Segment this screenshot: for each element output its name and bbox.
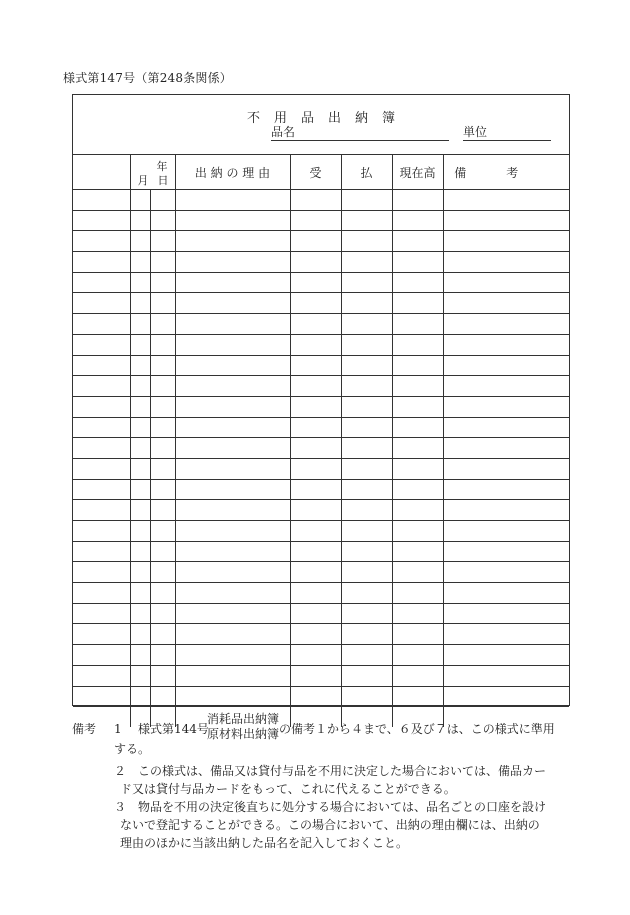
table-row	[73, 417, 569, 438]
cell-day[interactable]	[150, 479, 175, 500]
cell-remarks[interactable]	[443, 417, 569, 438]
note-1-stack-top: 消耗品出納簿	[207, 712, 280, 726]
table-row	[73, 521, 569, 542]
cell-month[interactable]	[130, 562, 150, 583]
cell-remarks[interactable]	[443, 272, 569, 293]
cell-reason[interactable]	[175, 686, 290, 707]
cell-remarks[interactable]	[443, 190, 569, 211]
header-year: 年	[156, 160, 168, 173]
table-row	[73, 665, 569, 686]
cell-blank[interactable]	[73, 500, 130, 521]
cell-paid[interactable]	[341, 438, 392, 459]
cell-remarks[interactable]	[443, 500, 569, 521]
cell-received[interactable]	[290, 438, 341, 459]
note-1-stack-bottom: 原材料出納簿	[207, 727, 280, 741]
table-row	[73, 314, 569, 335]
cell-day[interactable]	[150, 293, 175, 314]
cell-received[interactable]	[290, 334, 341, 355]
cell-day[interactable]	[150, 355, 175, 376]
cell-month[interactable]	[130, 645, 150, 666]
table-row	[73, 190, 569, 211]
cell-blank[interactable]	[73, 521, 130, 542]
note-3-continuation: ないで登記することができる。この場合において、出納の理由欄には、出納の	[120, 818, 540, 832]
cell-day[interactable]	[150, 376, 175, 397]
table-row	[73, 396, 569, 417]
cell-remarks[interactable]	[443, 665, 569, 686]
cell-month[interactable]	[130, 603, 150, 624]
cell-received[interactable]	[290, 645, 341, 666]
cell-remarks[interactable]	[443, 314, 569, 335]
unit-field[interactable]	[463, 125, 551, 141]
cell-reason[interactable]	[175, 376, 290, 397]
cell-blank[interactable]	[73, 314, 130, 335]
cell-remarks[interactable]	[443, 355, 569, 376]
cell-remarks[interactable]	[443, 438, 569, 459]
table-row	[73, 562, 569, 583]
cell-received[interactable]	[290, 396, 341, 417]
table-row	[73, 541, 569, 562]
cell-month[interactable]	[130, 376, 150, 397]
table-row	[73, 334, 569, 355]
cell-remarks[interactable]	[443, 521, 569, 542]
cell-paid[interactable]	[341, 272, 392, 293]
cell-reason[interactable]	[175, 334, 290, 355]
cell-blank[interactable]	[73, 438, 130, 459]
cell-blank[interactable]	[73, 562, 130, 583]
unit-label: 単位	[463, 125, 488, 139]
cell-reason[interactable]	[175, 603, 290, 624]
cell-reason[interactable]	[175, 500, 290, 521]
cell-reason[interactable]	[175, 231, 290, 252]
cell-month[interactable]	[130, 479, 150, 500]
cell-blank[interactable]	[73, 334, 130, 355]
cell-blank[interactable]	[73, 231, 130, 252]
cell-received[interactable]	[290, 293, 341, 314]
cell-blank[interactable]	[73, 190, 130, 211]
table-row	[73, 272, 569, 293]
cell-day[interactable]	[150, 562, 175, 583]
cell-day[interactable]	[150, 417, 175, 438]
cell-received[interactable]	[290, 190, 341, 211]
table-row	[73, 252, 569, 273]
cell-balance[interactable]	[392, 583, 443, 604]
cell-day[interactable]	[150, 272, 175, 293]
note-3-continuation-2: 理由のほかに当該出納した品名を記入しておくこと。	[120, 836, 409, 850]
item-name-label: 品名	[271, 125, 296, 139]
cell-received[interactable]	[290, 541, 341, 562]
note-3: ３ 物品を不用の決定後直ちに処分する場合においては、品名ごとの口座を設け	[114, 800, 547, 814]
cell-blank[interactable]	[73, 665, 130, 686]
cell-received[interactable]	[290, 583, 341, 604]
cell-remarks[interactable]	[443, 645, 569, 666]
note-1-stack	[207, 712, 279, 742]
cell-paid[interactable]	[341, 583, 392, 604]
cell-received[interactable]	[290, 252, 341, 273]
cell-received[interactable]	[290, 458, 341, 479]
cell-reason[interactable]	[175, 541, 290, 562]
cell-balance[interactable]	[392, 252, 443, 273]
note-1-continuation: する。	[114, 742, 151, 756]
cell-month[interactable]	[130, 500, 150, 521]
note-2: ２ この様式は、備品又は貸付与品を不用に決定した場合においては、備品カー	[114, 764, 547, 778]
cell-paid[interactable]	[341, 479, 392, 500]
cell-paid[interactable]	[341, 500, 392, 521]
cell-month[interactable]	[130, 686, 150, 707]
cell-blank[interactable]	[73, 272, 130, 293]
cell-balance[interactable]	[392, 438, 443, 459]
item-name-field[interactable]	[271, 125, 449, 141]
ledger-frame	[72, 94, 570, 706]
header-month: 月	[137, 174, 149, 187]
cell-day[interactable]	[150, 541, 175, 562]
note-1-number: 1	[114, 722, 122, 736]
cell-reason[interactable]	[175, 190, 290, 211]
cell-balance[interactable]	[392, 314, 443, 335]
cell-balance[interactable]	[392, 521, 443, 542]
cell-remarks[interactable]	[443, 231, 569, 252]
cell-month[interactable]	[130, 355, 150, 376]
cell-reason[interactable]	[175, 521, 290, 542]
cell-day[interactable]	[150, 210, 175, 231]
cell-month[interactable]	[130, 190, 150, 211]
cell-remarks[interactable]	[443, 293, 569, 314]
cell-day[interactable]	[150, 624, 175, 645]
header-reason: 出 納 の 理 由	[175, 155, 290, 190]
cell-month[interactable]	[130, 624, 150, 645]
cell-day[interactable]	[150, 500, 175, 521]
cell-received[interactable]	[290, 479, 341, 500]
cell-paid[interactable]	[341, 210, 392, 231]
table-row	[73, 603, 569, 624]
cell-month[interactable]	[130, 417, 150, 438]
cell-paid[interactable]	[341, 252, 392, 273]
cell-month[interactable]	[130, 272, 150, 293]
table-row	[73, 438, 569, 459]
cell-day[interactable]	[150, 314, 175, 335]
cell-blank[interactable]	[73, 541, 130, 562]
cell-received[interactable]	[290, 562, 341, 583]
cell-paid[interactable]	[341, 665, 392, 686]
cell-month[interactable]	[130, 438, 150, 459]
cell-month[interactable]	[130, 541, 150, 562]
cell-day[interactable]	[150, 521, 175, 542]
cell-balance[interactable]	[392, 458, 443, 479]
note-2-continuation: ド又は貸付与品カードをもって、これに代えることができる。	[120, 782, 456, 796]
cell-reason[interactable]	[175, 252, 290, 273]
cell-received[interactable]	[290, 624, 341, 645]
cell-reason[interactable]	[175, 583, 290, 604]
cell-received[interactable]	[290, 603, 341, 624]
cell-blank[interactable]	[73, 417, 130, 438]
cell-paid[interactable]	[341, 190, 392, 211]
cell-blank[interactable]	[73, 624, 130, 645]
cell-balance[interactable]	[392, 272, 443, 293]
table-row	[73, 583, 569, 604]
cell-month[interactable]	[130, 293, 150, 314]
cell-balance[interactable]	[392, 376, 443, 397]
table-row	[73, 376, 569, 397]
cell-day[interactable]	[150, 190, 175, 211]
cell-remarks[interactable]	[443, 479, 569, 500]
cell-reason[interactable]	[175, 624, 290, 645]
cell-month[interactable]	[130, 583, 150, 604]
cell-reason[interactable]	[175, 438, 290, 459]
table-row	[73, 210, 569, 231]
cell-paid[interactable]	[341, 334, 392, 355]
cell-day[interactable]	[150, 458, 175, 479]
cell-received[interactable]	[290, 376, 341, 397]
cell-month[interactable]	[130, 231, 150, 252]
cell-balance[interactable]	[392, 210, 443, 231]
cell-received[interactable]	[290, 521, 341, 542]
cell-paid[interactable]	[341, 376, 392, 397]
cell-paid[interactable]	[341, 624, 392, 645]
cell-balance[interactable]	[392, 231, 443, 252]
cell-remarks[interactable]	[443, 334, 569, 355]
cell-paid[interactable]	[341, 355, 392, 376]
cell-blank[interactable]	[73, 210, 130, 231]
table-row	[73, 686, 569, 707]
cell-day[interactable]	[150, 583, 175, 604]
cell-balance[interactable]	[392, 355, 443, 376]
note-1-prefix: 様式第144号	[138, 722, 209, 736]
table-row	[73, 645, 569, 666]
table-row	[73, 231, 569, 252]
cell-blank[interactable]	[73, 479, 130, 500]
cell-month[interactable]	[130, 458, 150, 479]
cell-blank[interactable]	[73, 686, 130, 707]
cell-received[interactable]	[290, 417, 341, 438]
cell-received[interactable]	[290, 500, 341, 521]
cell-day[interactable]	[150, 252, 175, 273]
cell-balance[interactable]	[392, 562, 443, 583]
table-row	[73, 293, 569, 314]
cell-month[interactable]	[130, 252, 150, 273]
cell-paid[interactable]	[341, 293, 392, 314]
cell-paid[interactable]	[341, 562, 392, 583]
cell-received[interactable]	[290, 355, 341, 376]
cell-blank[interactable]	[73, 252, 130, 273]
cell-received[interactable]	[290, 665, 341, 686]
cell-day[interactable]	[150, 645, 175, 666]
cell-day[interactable]	[150, 686, 175, 707]
cell-paid[interactable]	[341, 417, 392, 438]
cell-remarks[interactable]	[443, 396, 569, 417]
ledger-table	[73, 154, 569, 727]
cell-balance[interactable]	[392, 665, 443, 686]
header-remarks: 備考	[443, 155, 569, 190]
header-date	[130, 155, 175, 190]
cell-paid[interactable]	[341, 521, 392, 542]
table-row	[73, 458, 569, 479]
cell-blank[interactable]	[73, 355, 130, 376]
form-id: 様式第147号（第248条関係）	[63, 71, 233, 85]
cell-balance[interactable]	[392, 190, 443, 211]
header-day: 日	[157, 174, 169, 187]
cell-balance[interactable]	[392, 396, 443, 417]
table-row	[73, 500, 569, 521]
cell-reason[interactable]	[175, 210, 290, 231]
cell-balance[interactable]	[392, 645, 443, 666]
cell-received[interactable]	[290, 314, 341, 335]
cell-paid[interactable]	[341, 686, 392, 707]
cell-blank[interactable]	[73, 376, 130, 397]
notes-label: 備考	[72, 722, 97, 736]
cell-paid[interactable]	[341, 396, 392, 417]
cell-paid[interactable]	[341, 541, 392, 562]
cell-reason[interactable]	[175, 417, 290, 438]
cell-month[interactable]	[130, 210, 150, 231]
cell-day[interactable]	[150, 231, 175, 252]
cell-remarks[interactable]	[443, 458, 569, 479]
cell-received[interactable]	[290, 686, 341, 707]
cell-paid[interactable]	[341, 231, 392, 252]
cell-month[interactable]	[130, 521, 150, 542]
cell-balance[interactable]	[392, 417, 443, 438]
cell-blank[interactable]	[73, 583, 130, 604]
cell-balance[interactable]	[392, 334, 443, 355]
cell-remarks[interactable]	[443, 624, 569, 645]
cell-day[interactable]	[150, 603, 175, 624]
cell-blank[interactable]	[73, 645, 130, 666]
cell-month[interactable]	[130, 314, 150, 335]
cell-balance[interactable]	[392, 624, 443, 645]
cell-remarks[interactable]	[443, 583, 569, 604]
cell-reason[interactable]	[175, 665, 290, 686]
cell-reason[interactable]	[175, 562, 290, 583]
cell-reason[interactable]	[175, 355, 290, 376]
cell-reason[interactable]	[175, 272, 290, 293]
cell-balance[interactable]	[392, 541, 443, 562]
cell-blank[interactable]	[73, 603, 130, 624]
cell-remarks[interactable]	[443, 541, 569, 562]
cell-remarks[interactable]	[443, 562, 569, 583]
cell-day[interactable]	[150, 665, 175, 686]
cell-paid[interactable]	[341, 645, 392, 666]
cell-blank[interactable]	[73, 458, 130, 479]
cell-reason[interactable]	[175, 396, 290, 417]
cell-remarks[interactable]	[443, 686, 569, 707]
cell-paid[interactable]	[341, 603, 392, 624]
note-1-suffix: の備考１から４まで、６及び７は、この様式に準用	[279, 722, 555, 736]
cell-month[interactable]	[130, 665, 150, 686]
header-blank	[73, 155, 130, 190]
header-balance: 現在高	[392, 155, 443, 190]
cell-balance[interactable]	[392, 500, 443, 521]
cell-day[interactable]	[150, 438, 175, 459]
table-row	[73, 355, 569, 376]
header-received: 受	[290, 155, 341, 190]
cell-received[interactable]	[290, 210, 341, 231]
cell-remarks[interactable]	[443, 376, 569, 397]
cell-day[interactable]	[150, 396, 175, 417]
cell-balance[interactable]	[392, 603, 443, 624]
cell-reason[interactable]	[175, 479, 290, 500]
cell-day[interactable]	[150, 334, 175, 355]
cell-reason[interactable]	[175, 314, 290, 335]
header-paid: 払	[341, 155, 392, 190]
cell-reason[interactable]	[175, 293, 290, 314]
table-row	[73, 479, 569, 500]
cell-month[interactable]	[130, 396, 150, 417]
cell-balance[interactable]	[392, 686, 443, 707]
header-row	[73, 155, 569, 190]
cell-reason[interactable]	[175, 645, 290, 666]
cell-reason[interactable]	[175, 458, 290, 479]
cell-received[interactable]	[290, 231, 341, 252]
cell-paid[interactable]	[341, 314, 392, 335]
cell-blank[interactable]	[73, 293, 130, 314]
cell-balance[interactable]	[392, 479, 443, 500]
cell-remarks[interactable]	[443, 603, 569, 624]
cell-remarks[interactable]	[443, 210, 569, 231]
cell-balance[interactable]	[392, 293, 443, 314]
cell-remarks[interactable]	[443, 252, 569, 273]
cell-received[interactable]	[290, 272, 341, 293]
cell-blank[interactable]	[73, 396, 130, 417]
form-title: 不用品出納簿	[246, 111, 409, 126]
cell-paid[interactable]	[341, 458, 392, 479]
table-row	[73, 624, 569, 645]
cell-month[interactable]	[130, 334, 150, 355]
